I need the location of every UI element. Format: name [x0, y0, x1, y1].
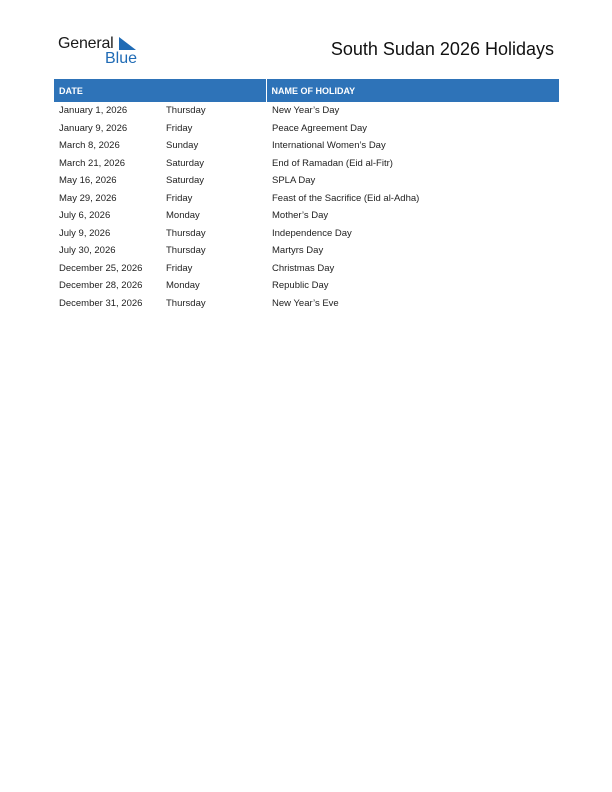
holiday-date: March 21, 2026 — [59, 157, 126, 169]
table-row — [54, 155, 559, 173]
holiday-weekday: Friday — [166, 262, 193, 274]
column-header-holiday-name: NAME OF HOLIDAY — [266, 79, 559, 102]
holiday-date: May 29, 2026 — [59, 192, 117, 204]
table-row — [54, 102, 559, 120]
holiday-date: December 28, 2026 — [59, 280, 143, 292]
holiday-date: July 9, 2026 — [59, 227, 111, 239]
holiday-date: December 31, 2026 — [59, 297, 143, 309]
holiday-date: March 8, 2026 — [59, 140, 120, 152]
page-title: South Sudan 2026 Holidays — [330, 39, 554, 59]
holiday-date: December 25, 2026 — [59, 262, 143, 274]
holiday-name: End of Ramadan (Eid al-Fitr) — [272, 157, 393, 169]
holiday-name: Feast of the Sacrifice (Eid al-Adha) — [272, 192, 420, 204]
table-row — [54, 260, 559, 278]
holiday-date: May 16, 2026 — [59, 175, 117, 187]
holiday-name: New Year’s Day — [272, 105, 340, 117]
table-row — [54, 277, 559, 295]
column-header-date: DATE — [54, 79, 266, 102]
holiday-weekday: Monday — [166, 280, 200, 292]
holiday-weekday: Friday — [166, 192, 193, 204]
holiday-name: SPLA Day — [272, 175, 316, 187]
table-row — [54, 295, 559, 313]
holiday-table — [54, 79, 559, 312]
table-header-row — [54, 79, 559, 102]
holiday-name: Independence Day — [272, 227, 352, 239]
holiday-date: January 1, 2026 — [59, 105, 128, 117]
holiday-name: New Year’s Eve — [272, 297, 339, 309]
table-row — [54, 172, 559, 190]
holiday-date: July 6, 2026 — [59, 210, 111, 222]
holiday-date: July 30, 2026 — [59, 245, 116, 257]
table-row — [54, 207, 559, 225]
holiday-name: International Women’s Day — [272, 140, 386, 152]
holiday-name: Republic Day — [272, 280, 329, 292]
holiday-weekday: Monday — [166, 210, 200, 222]
table-body — [54, 102, 559, 312]
logo-text-blue: Blue — [105, 50, 138, 67]
table-row — [54, 225, 559, 243]
holiday-name: Peace Agreement Day — [272, 122, 368, 134]
logo-text-general: General — [58, 35, 114, 52]
table-row — [54, 137, 559, 155]
table-row — [54, 242, 559, 260]
logo-triangle-icon — [119, 37, 136, 50]
holiday-name: Martyrs Day — [272, 245, 324, 257]
holiday-weekday: Sunday — [166, 140, 199, 152]
holiday-weekday: Friday — [166, 122, 193, 134]
table-row — [54, 120, 559, 138]
holiday-weekday: Thursday — [166, 297, 206, 309]
holiday-weekday: Thursday — [166, 227, 206, 239]
table-row — [54, 190, 559, 208]
logo — [58, 34, 148, 68]
holiday-weekday: Thursday — [166, 245, 206, 257]
holiday-weekday: Thursday — [166, 105, 206, 117]
holiday-weekday: Saturday — [166, 175, 205, 187]
holiday-date: January 9, 2026 — [59, 122, 128, 134]
holiday-weekday: Saturday — [166, 157, 205, 169]
holiday-name: Mother’s Day — [272, 210, 329, 222]
holiday-name: Christmas Day — [272, 262, 335, 274]
